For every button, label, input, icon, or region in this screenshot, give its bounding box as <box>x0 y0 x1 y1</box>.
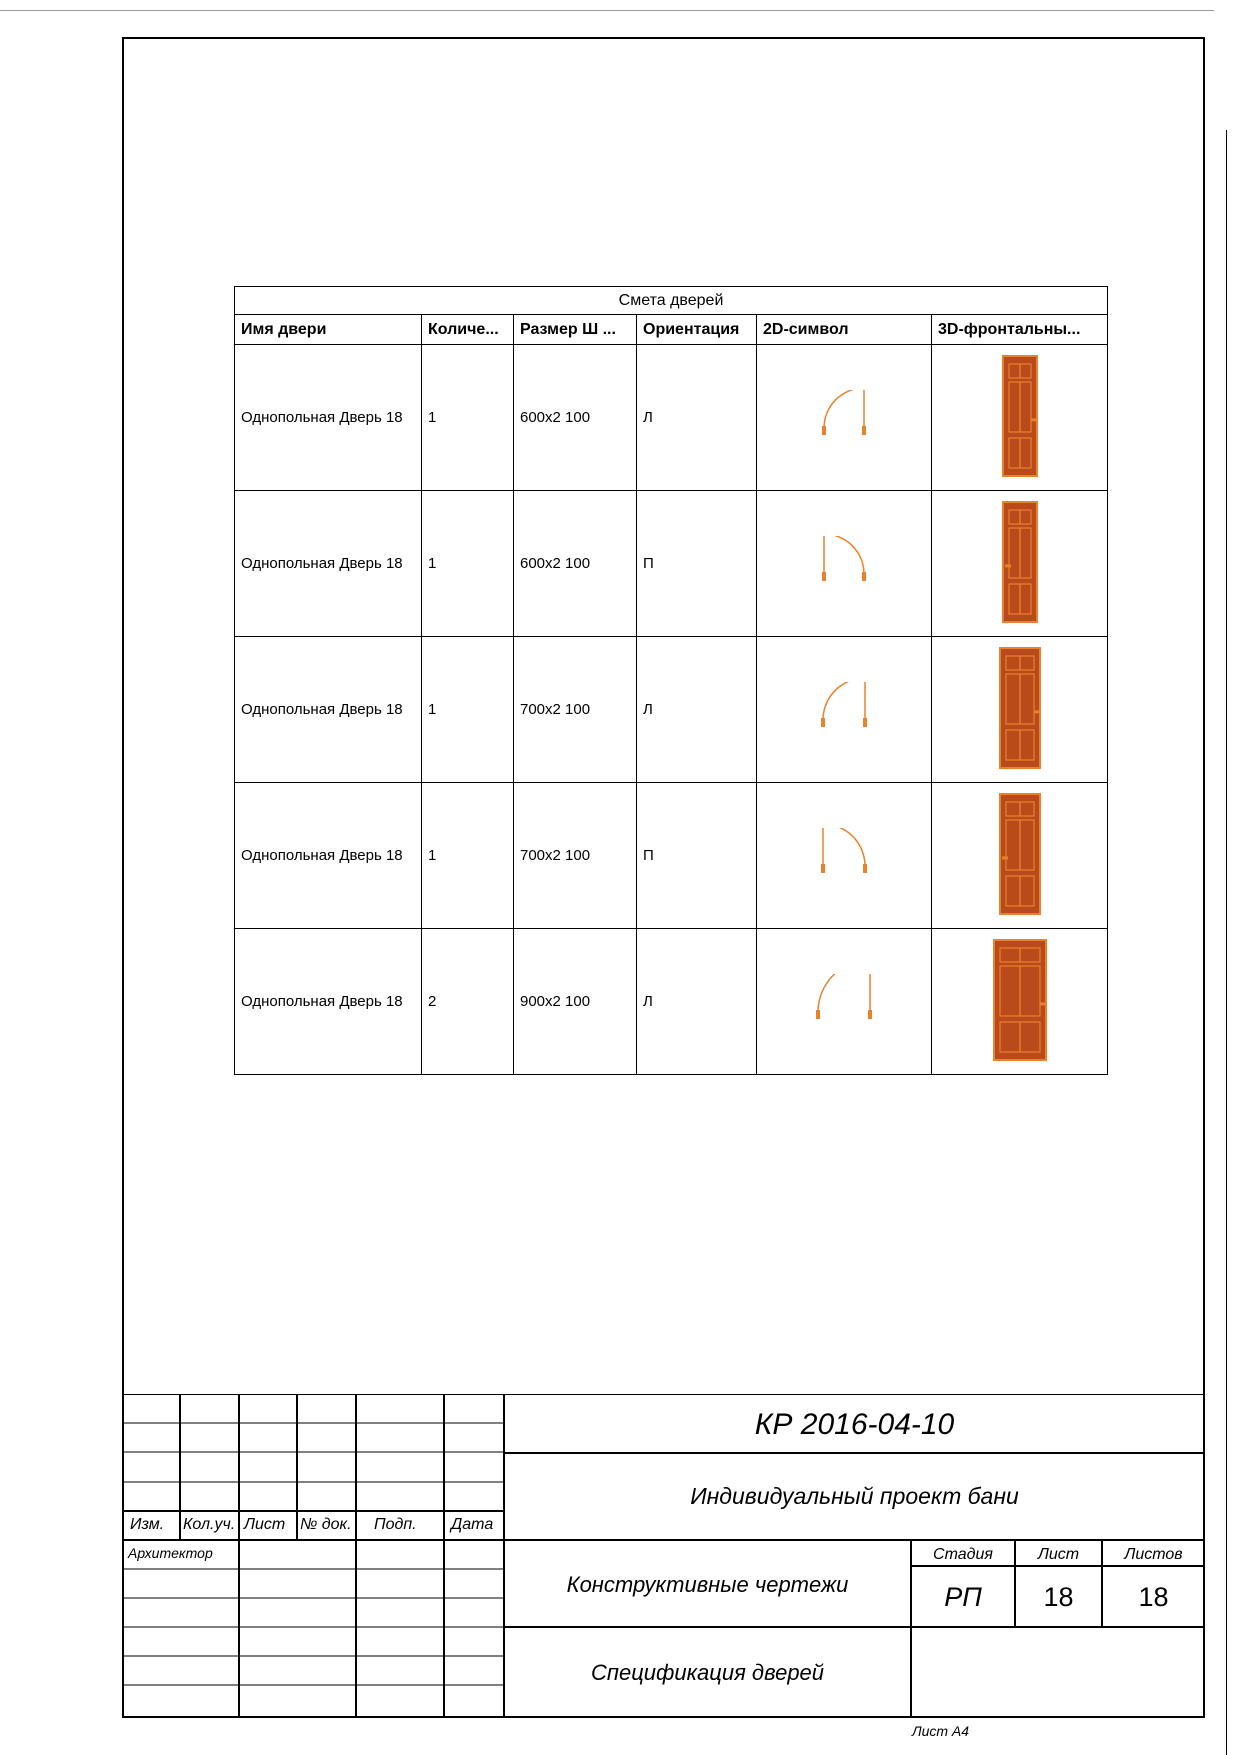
schedule-title: Смета дверей <box>235 287 1108 315</box>
col-header-orientation: Ориентация <box>637 315 757 345</box>
door-2d-symbol-cell <box>757 637 932 783</box>
quantity-cell: 1 <box>422 637 514 783</box>
table-row <box>235 783 1108 929</box>
project-code: КР 2016-04-10 <box>754 1408 955 1441</box>
door-swing-icon <box>813 682 875 734</box>
door-3d-front-cell <box>932 929 1108 1075</box>
door-front-icon <box>998 646 1042 770</box>
project-name: Индивидуальный проект бани <box>690 1483 1019 1509</box>
role-architect: Архитектор <box>128 1545 213 1561</box>
size-cell: 600x2 100 <box>514 491 637 637</box>
size-cell: 700x2 100 <box>514 637 637 783</box>
size-cell: 900x2 100 <box>514 929 637 1075</box>
door-3d-front-cell <box>932 491 1108 637</box>
quantity-cell: 1 <box>422 783 514 929</box>
stage-label: Стадия <box>933 1546 993 1563</box>
sheets-value: 18 <box>1138 1582 1169 1612</box>
col-header-name: Имя двери <box>235 315 422 345</box>
orientation-cell: П <box>637 491 757 637</box>
table-row <box>235 637 1108 783</box>
door-front-icon <box>998 792 1042 916</box>
col-header-size: Размер Ш ... <box>514 315 637 345</box>
door-schedule-table <box>234 286 1108 1075</box>
table-row <box>235 345 1108 491</box>
door-name-cell: Однопольная Дверь 18 <box>235 637 422 783</box>
door-front-icon <box>992 938 1048 1062</box>
header-kol: Кол.уч. <box>183 1516 236 1533</box>
section-name: Конструктивные чертежи <box>566 1572 849 1597</box>
size-cell: 600x2 100 <box>514 345 637 491</box>
col-header-2d-symbol: 2D-символ <box>757 315 932 345</box>
door-front-icon <box>1001 354 1039 478</box>
quantity-cell: 2 <box>422 929 514 1075</box>
sheet-format: Лист А4 <box>912 1723 970 1739</box>
table-row <box>235 491 1108 637</box>
col-header-qty: Количе... <box>422 315 514 345</box>
door-2d-symbol-cell <box>757 491 932 637</box>
orientation-cell: Л <box>637 637 757 783</box>
sheets-label: Листов <box>1124 1546 1183 1563</box>
orientation-cell: Л <box>637 929 757 1075</box>
header-izm: Изм. <box>130 1516 165 1533</box>
door-3d-front-cell <box>932 783 1108 929</box>
top-border-line <box>0 10 1214 11</box>
door-name-cell: Однопольная Дверь 18 <box>235 345 422 491</box>
door-2d-symbol-cell <box>757 783 932 929</box>
header-doc: № док. <box>300 1516 352 1533</box>
sheet-label: Лист <box>1037 1546 1080 1563</box>
door-swing-icon <box>813 828 875 880</box>
door-3d-front-cell <box>932 345 1108 491</box>
orientation-cell: П <box>637 783 757 929</box>
table-row <box>235 929 1108 1075</box>
right-edge-line <box>1226 130 1227 1755</box>
door-3d-front-cell <box>932 637 1108 783</box>
door-swing-icon <box>808 974 880 1026</box>
header-list: Лист <box>244 1516 286 1533</box>
header-podp: Подп. <box>374 1516 417 1533</box>
quantity-cell: 1 <box>422 345 514 491</box>
quantity-cell: 1 <box>422 491 514 637</box>
door-name-cell: Однопольная Дверь 18 <box>235 491 422 637</box>
door-2d-symbol-cell <box>757 345 932 491</box>
door-2d-symbol-cell <box>757 929 932 1075</box>
header-date: Дата <box>451 1516 494 1533</box>
door-name-cell: Однопольная Дверь 18 <box>235 929 422 1075</box>
size-cell: 700x2 100 <box>514 783 637 929</box>
door-name-cell: Однопольная Дверь 18 <box>235 783 422 929</box>
sheet-value: 18 <box>1043 1582 1074 1612</box>
stage-value: РП <box>944 1582 982 1612</box>
schedule-header-row <box>235 315 1108 345</box>
door-swing-icon <box>814 390 874 442</box>
sheet-name: Спецификация дверей <box>590 1660 825 1685</box>
col-header-3d-front: 3D-фронтальны... <box>932 315 1108 345</box>
orientation-cell: Л <box>637 345 757 491</box>
door-front-icon <box>1001 500 1039 624</box>
door-swing-icon <box>814 536 874 588</box>
